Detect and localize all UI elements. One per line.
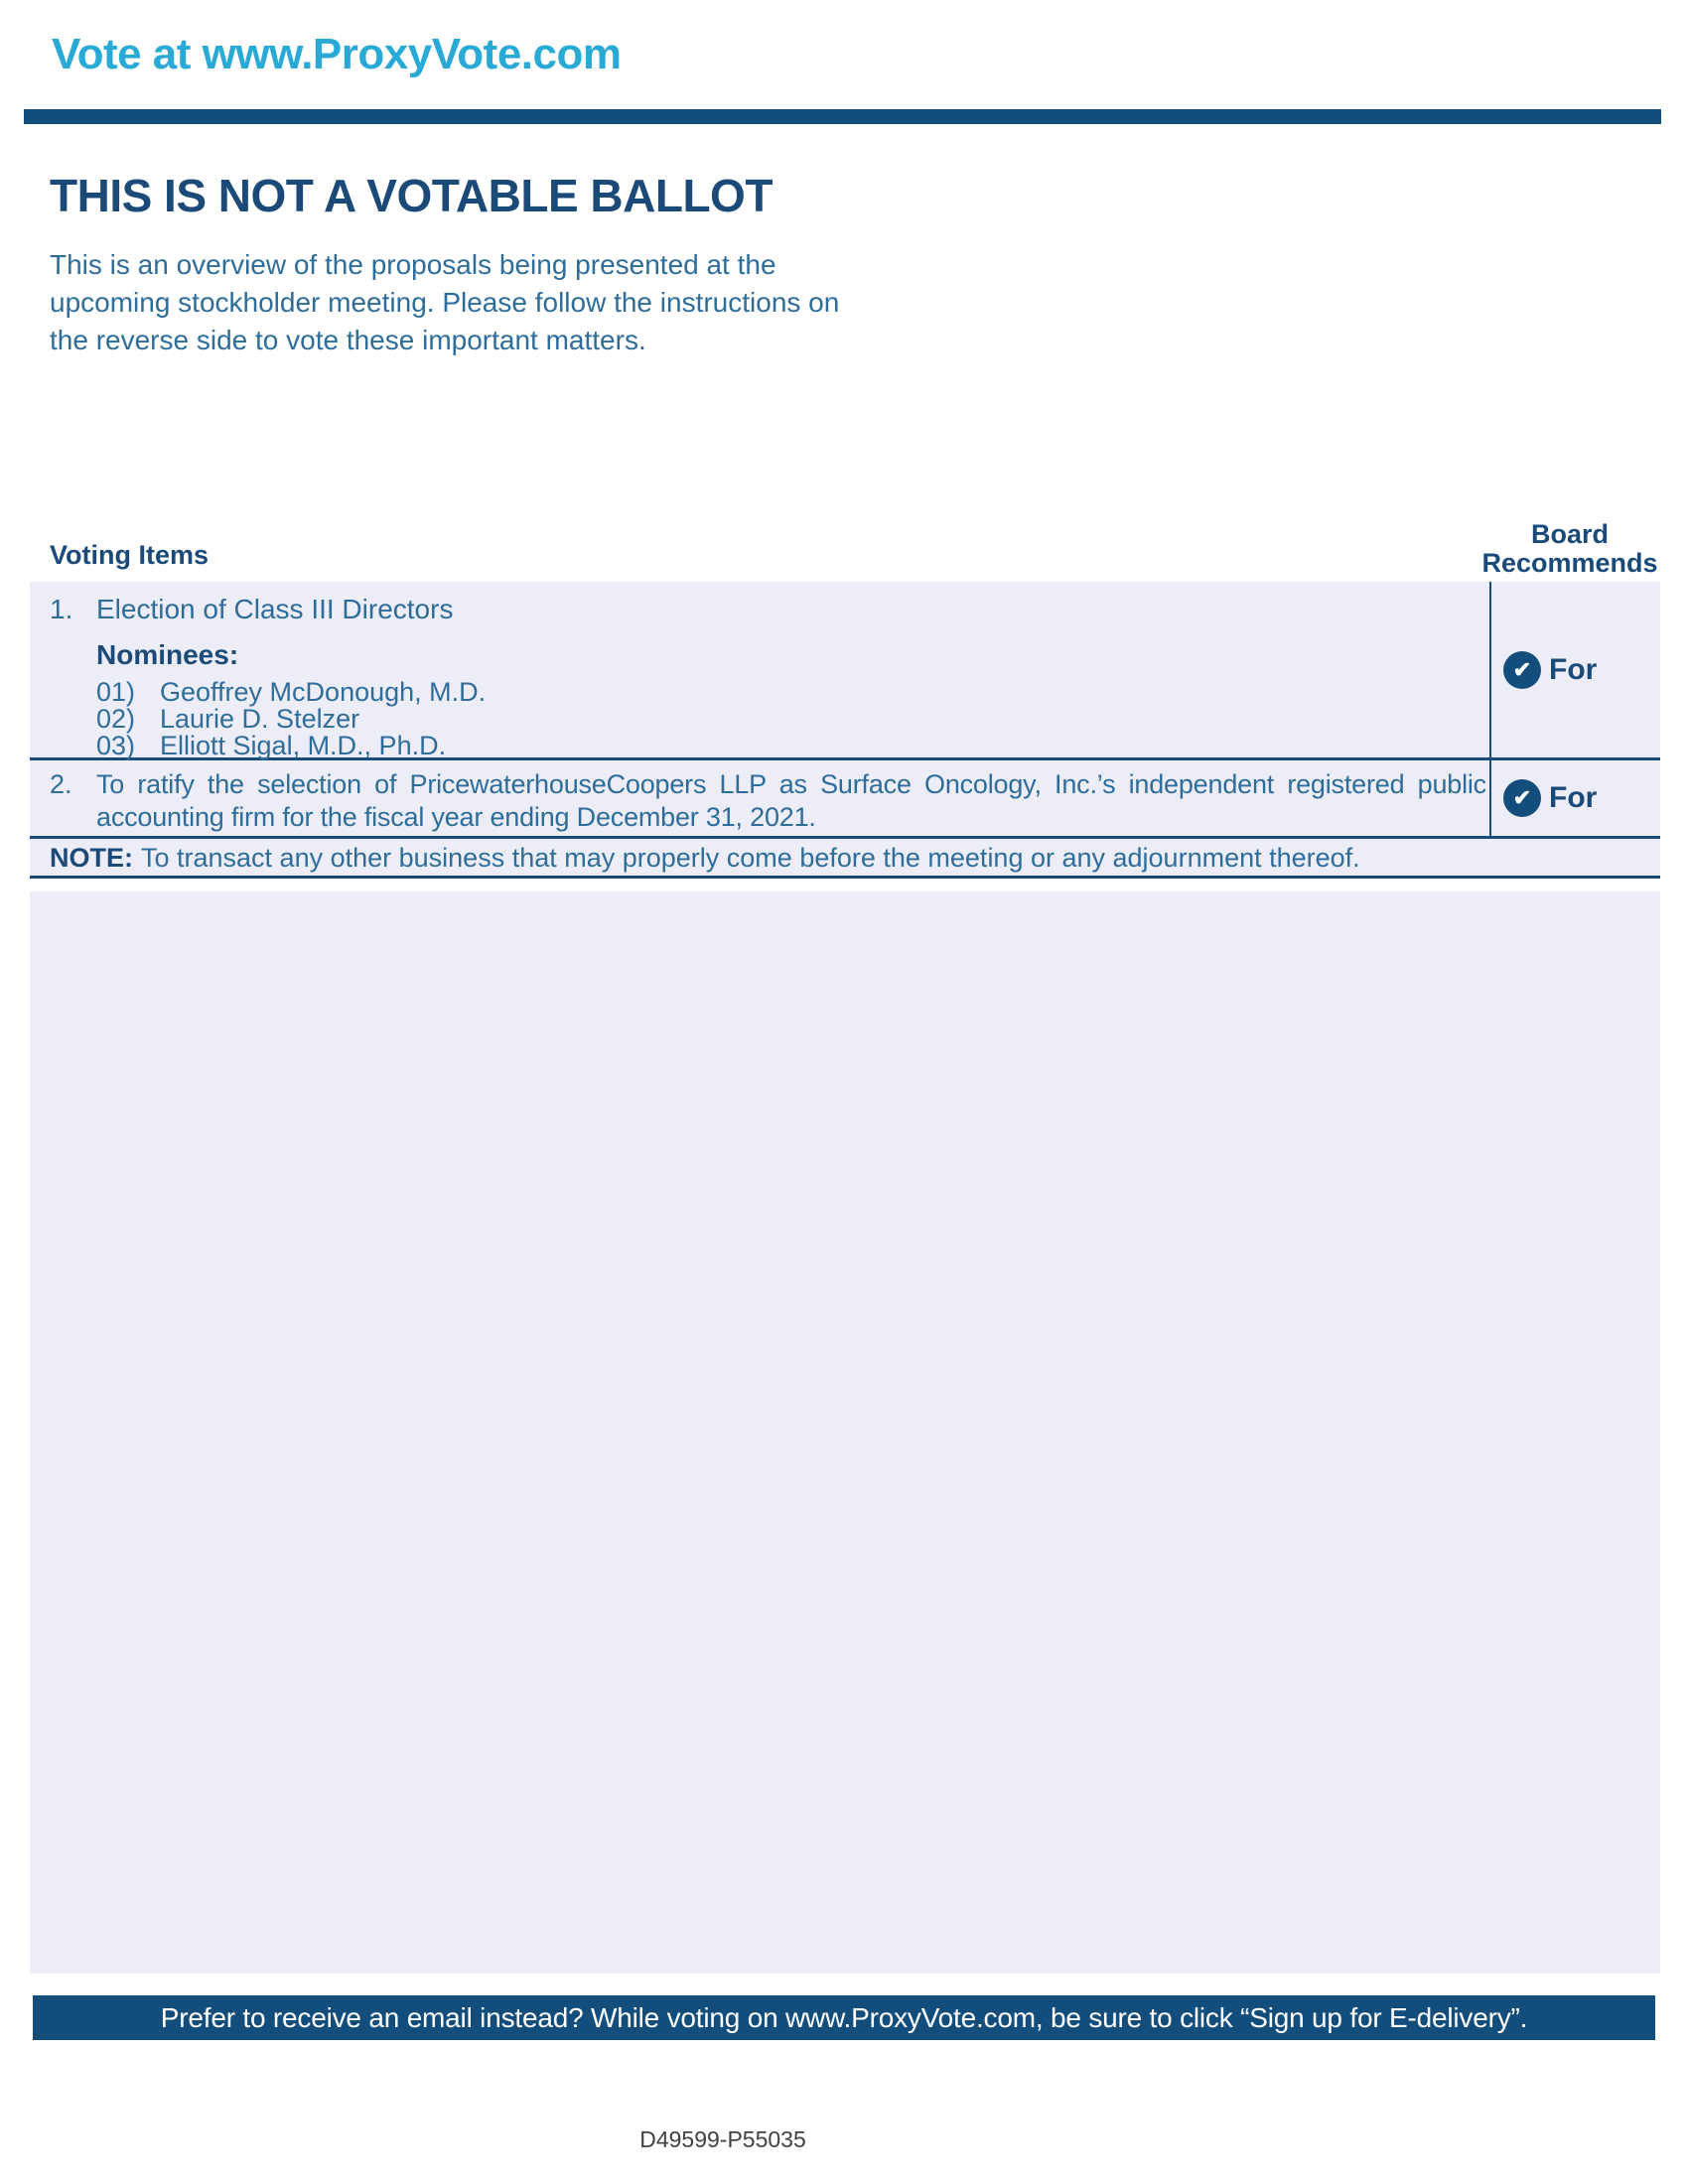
note-label: NOTE:	[50, 843, 133, 873]
voting-item-row-1	[30, 582, 1660, 760]
nominee-row	[96, 679, 1489, 706]
nominee-number: 02)	[96, 704, 136, 734]
note-row	[30, 839, 1660, 879]
voting-item-2-description	[30, 760, 1491, 836]
voting-item-1-description	[30, 582, 1491, 760]
intro-line: the reverse side to vote these important matters.	[50, 325, 646, 355]
voting-item-1-title: Election of Class III Directors	[96, 594, 454, 624]
recommendation-label: For	[1549, 781, 1598, 814]
voting-item-1-recommendation	[1491, 582, 1660, 757]
document-code: D49599-P55035	[639, 2126, 806, 2152]
voting-items-header: Voting Items	[50, 540, 210, 570]
not-votable-heading: THIS IS NOT A VOTABLE BALLOT	[50, 170, 773, 221]
voting-item-1-title-line	[50, 594, 1489, 625]
board-recommends-header	[1479, 520, 1660, 578]
board-recommends-line: Board	[1530, 519, 1609, 549]
voting-item-row-2	[30, 760, 1660, 839]
nominee-number: 01)	[96, 677, 136, 707]
voting-item-2-text: To ratify the selection of PricewaterhouseCoopers LLP as Surface Oncology, Inc.’s independent registered public accounting firm for the fiscal year ending December 31, 2021.	[96, 769, 1486, 832]
note-text: To transact any other business that may properly come before the meeting or any adjournment thereof.	[141, 843, 1360, 873]
nominees-label: Nominees:	[96, 639, 239, 670]
edelivery-banner: Prefer to receive an email instead? While voting on www.ProxyVote.com, be sure to click “Sign up for E-delivery”.	[33, 1995, 1655, 2040]
voting-item-2-text-line	[50, 768, 1489, 834]
intro-line: upcoming stockholder meeting. Please follow the instructions on	[50, 287, 840, 318]
voting-item-1-number: 1.	[50, 594, 73, 624]
recommendation-label: For	[1549, 652, 1598, 686]
empty-ballot-area	[30, 891, 1660, 1974]
intro-paragraph	[50, 246, 839, 359]
board-recommends-line: Recommends	[1481, 548, 1658, 578]
intro-line: This is an overview of the proposals being presented at the	[50, 249, 776, 280]
voting-item-2-number: 2.	[50, 769, 72, 799]
vote-url-heading: Vote at www.ProxyVote.com	[52, 30, 622, 78]
nominee-name: Laurie D. Stelzer	[160, 704, 360, 734]
nominee-number: 03)	[96, 731, 136, 760]
header-divider-bar	[24, 109, 1661, 124]
nominee-row	[96, 733, 1489, 759]
check-circle-icon: ✔	[1503, 779, 1541, 817]
nominee-name: Geoffrey McDonough, M.D.	[160, 677, 487, 707]
nominee-name: Elliott Sigal, M.D., Ph.D.	[160, 731, 447, 760]
voting-item-2-recommendation	[1491, 760, 1660, 836]
check-circle-icon: ✔	[1503, 651, 1541, 689]
nominee-row	[96, 706, 1489, 733]
